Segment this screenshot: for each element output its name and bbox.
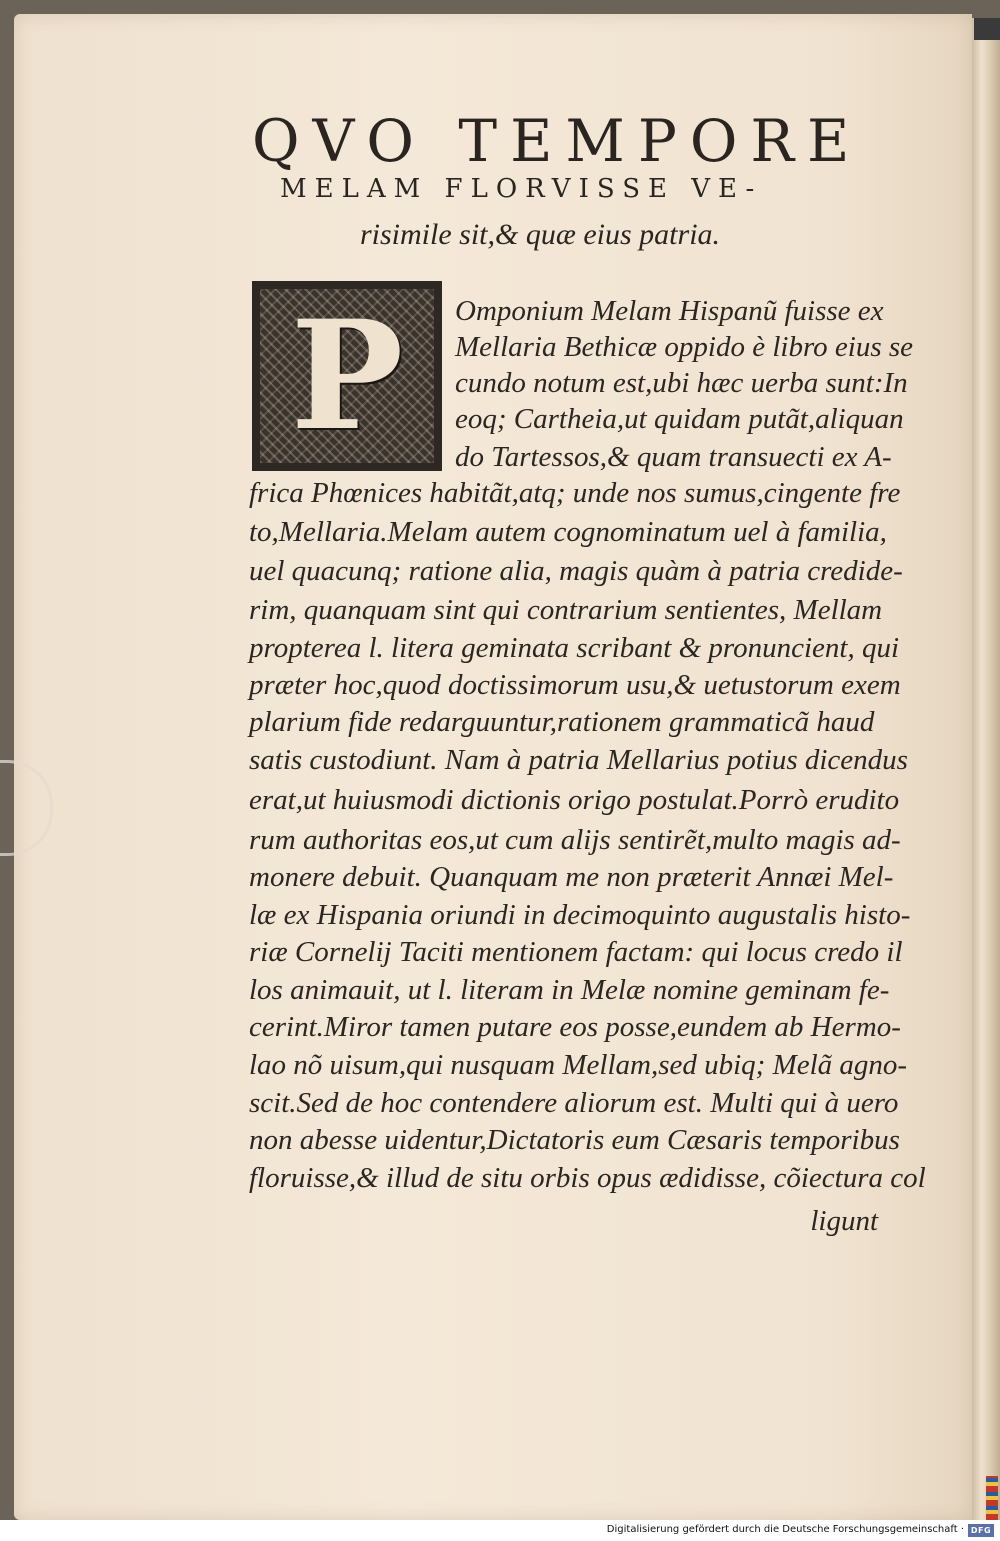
title-line-1: QVO TEMPORE (252, 107, 863, 175)
body-line: monere debuit. Quanquam me non præterit Annæi Mel- (249, 861, 894, 893)
body-line: non abesse uidentur,Dictatoris eum Cæsaris temporibus (249, 1124, 900, 1156)
page-edge (972, 18, 1000, 1520)
bookmark-ribbon (986, 1476, 998, 1520)
body-line: scit.Sed de hoc contendere aliorum est. Multi qui à uero (249, 1087, 899, 1119)
catchword: ligunt (810, 1205, 878, 1237)
body-line: floruisse,& illud de situ orbis opus ædidisse, cõiectura col (249, 1162, 926, 1194)
body-line: Omponium Melam Hispanũ fuisse ex (455, 295, 884, 327)
body-line: satis custodiunt. Nam à patria Mellarius potius dicendus (249, 744, 908, 776)
body-line: lao nõ uisum,qui nusquam Mellam,sed ubiq; Melã agno- (249, 1049, 908, 1081)
body-line: do Tartessos,& quam transuecti ex A- (455, 441, 892, 473)
body-line: riæ Cornelij Taciti mentionem factam: qui locus credo il (249, 936, 903, 968)
initial-letter: P (290, 288, 404, 464)
body-line: uel quacunq; ratione alia, magis quàm à patria credide- (249, 555, 903, 587)
body-line: propterea l. litera geminata scribant & pronuncient, qui (249, 632, 900, 664)
title-line-3: risimile sit,& quæ eius patria. (360, 218, 721, 251)
body-line: cerint.Miror tamen putare eos posse,eundem ab Hermo- (249, 1011, 901, 1043)
body-line: plarium fide redarguuntur,rationem grammaticã haud (249, 706, 875, 738)
body-line: cundo notum est,ubi hæc uerba sunt:In (455, 367, 908, 399)
decorated-initial (254, 283, 440, 469)
body-line: eoq; Cartheia,ut quidam putãt,aliquan (455, 403, 904, 435)
body-line: præter hoc,quod doctissimorum usu,& uetustorum exem (249, 669, 901, 701)
body-line: to,Mellaria.Melam autem cognominatum uel à familia, (249, 516, 887, 548)
title-line-2: MELAM FLORVISSE VE- (280, 174, 763, 204)
dfg-logo: DFG (968, 1524, 994, 1537)
body-line: rum authoritas eos,ut cum alijs sentirẽt,multo magis ad- (249, 824, 901, 856)
body-line: erat,ut huiusmodi dictionis origo postulat.Porrò erudito (249, 784, 900, 816)
body-line: Mellaria Bethicæ oppido è libro eius se (455, 331, 914, 363)
body-line: frica Phœnices habitãt,atq; unde nos sumus,cingente fre (249, 477, 901, 509)
body-line: læ ex Hispania oriundi in decimoquinto augustalis histo- (249, 899, 911, 931)
body-line: los animauit, ut l. literam in Melæ nomine geminam fe- (249, 974, 890, 1006)
funding-notice: Digitalisierung gefördert durch die Deutsche Forschungsgemeinschaft · (606, 1524, 964, 1535)
binding-cap (974, 18, 1000, 40)
body-line: rim, quanquam sint qui contrarium sentientes, Mellam (249, 594, 883, 626)
